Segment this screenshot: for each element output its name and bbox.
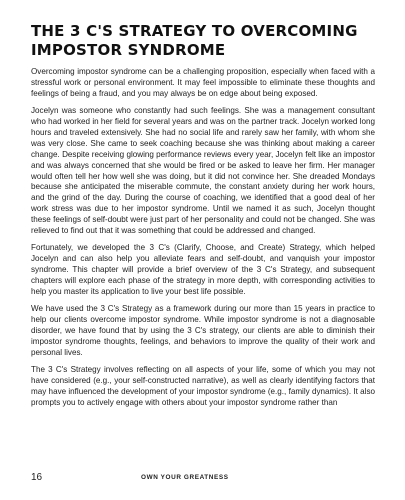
- paragraph: Jocelyn was someone who constantly had such feelings. She was a management consultant who had worked in her field for several years and was on the partner track. Jocelyn worked long hours and traveled extensively. She had no social life and rarely saw her family, with whom she was very close. She came to seek coaching because she was thinking about making a career change. Despite receiving glowing performance reviews every year, Jocelyn felt like an impostor and was always concerned that she would be fired or be asked to leave her firm. Her manager would often tell her how well she was doing, but it did not convince her. She dreaded Mondays because she anticipated the miserable commute, the constant anxiety during her work hours, and the grind of the day. During the course of coaching, we identified that a good deal of her work stress was due to her impostor syndrome. Until we named it as such, Jocelyn thought these feelings of self-doubt were just part of her personality and could not be changed. She was relieved to find out that it was something that could be addressed and changed.: [31, 106, 375, 236]
- paragraph: The 3 C's Strategy involves reflecting on all aspects of your life, some of which you may not have considered (e.g., your self-constructed narrative), as well as clearly identifying factors that may have influenced the development of your impostor syndrome (e.g., family dynamics). It also prompts you to actively engage with others about your impostor syndrome rather than: [31, 365, 375, 407]
- body-text: [31, 67, 375, 415]
- paragraph: Overcoming impostor syndrome can be a challenging proposition, especially when faced with a stressful work or personal environment. It may feel impossible to eliminate these thoughts and feelings of being a fraud, and you may always be on edge about being exposed.: [31, 67, 375, 98]
- page-number: 16: [31, 472, 43, 483]
- running-title: OWN YOUR GREATNESS: [141, 474, 229, 481]
- paragraph: We have used the 3 C's Strategy as a framework during our more than 15 years in practice to help our clients overcome impostor syndrome. While impostor syndrome is not a diagnosable disorder, we have found that by using the 3 C's strategy, our clients are able to diminish their impostor syndrome thoughts, feelings, and behaviors to improve the quality of their work and personal lives.: [31, 304, 375, 357]
- section-heading: THE 3 C'S STRATEGY TO OVERCOMING IMPOSTOR SYNDROME: [31, 22, 358, 59]
- paragraph: Fortunately, we developed the 3 C's (Clarify, Choose, and Create) Strategy, which helped Jocelyn and can also help you alleviate fears and self-doubt, and vanquish your impostor syndrome. This chapter will provide a brief overview of the 3 C's Strategy, and subsequent chapters will explore each phase of the strategy in more depth, with corresponding activities to help you master its application to live your best life possible.: [31, 243, 375, 296]
- page-footer: [31, 472, 375, 484]
